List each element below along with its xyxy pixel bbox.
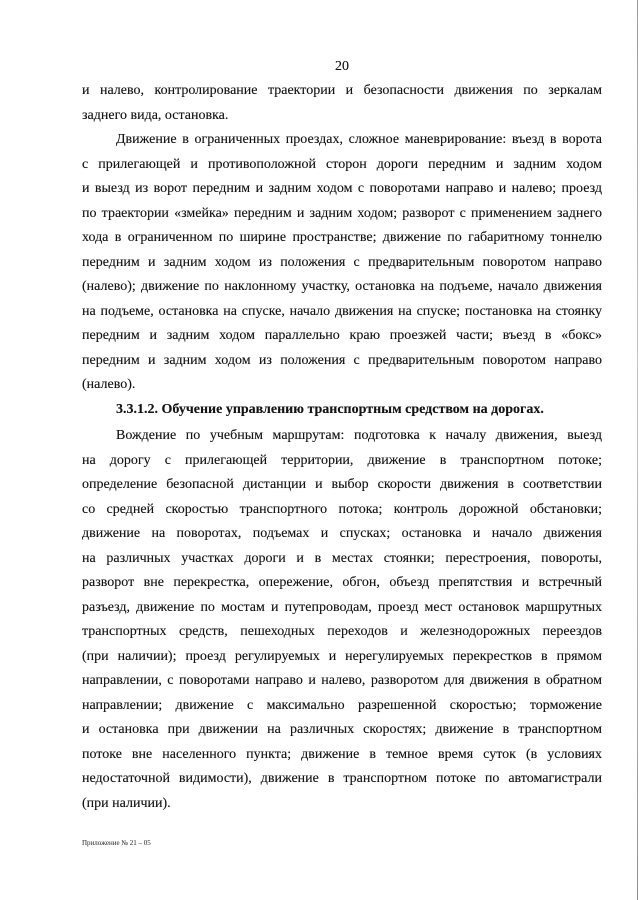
text-line: передним и задним ходом из положения с предварительным поворотом направо [82,352,602,368]
paragraph-restricted-maneuvering [82,128,602,398]
text-line: заднего вида, остановка. [82,107,229,123]
text-line: на дорогу с прилегающей территории, движение в транспортном потоке; [82,452,602,468]
text-line: (налево). [82,377,136,392]
text-line: Движение в ограниченных проездах, сложное маневрирование: въезд в ворота [116,132,602,147]
text-line: и выезд из ворот передним и задним ходом с поворотами направо и налево; проезд [82,181,602,196]
text-line: транспортных средств, пешеходных переходов и железнодорожных переездов [82,624,602,639]
text-line: разворот вне перекрестка, опережение, обгон, объезд препятствия и встречный [82,575,602,590]
text-line: со средней скоростью транспортного потока; контроль дорожной обстановки; [82,501,602,517]
text-line: на различных участках дороги и в местах стоянки; перестроения, повороты, [82,550,602,566]
text-line: по траектории «змейка» передним и задним ходом; разворот с применением заднего [82,205,602,221]
text-line: (при наличии); проезд регулируемых и нерегулируемых перекрестков в прямом [82,648,602,664]
text-line: (при наличии). [82,795,171,811]
text-line: и остановка при движении на различных скоростях; движение в транспортном [82,722,602,737]
text-line: движение на поворотах, подъемах и спусках; остановка и начало движения [82,526,602,541]
text-line: разъезд, движение по мостам и путепроводам, проезд мест остановок маршрутных [82,599,602,615]
text-line: недостаточной видимости), движение в транспортном потоке по автомагистрали [82,771,602,786]
text-line: на подъеме, остановка на спуске, начало движения на спуске; постановка на стоянку [82,303,602,319]
text-line: хода в ограниченном по ширине пространстве; движение по габаритному тоннелю [82,230,602,245]
text-line: (налево); движение по наклонному участку, остановка на подъеме, начало движения [82,279,602,294]
page-number: 20 [335,59,349,74]
section-heading: 3.3.1.2. Обучение управлению транспортным средством на дорогах. [116,401,544,417]
text-line: с прилегающей и противоположной сторон дороги передним и задним ходом [82,156,602,172]
text-line: и налево, контролирование траектории и безопасности движения по зеркалам [82,83,602,98]
text-line: определение безопасной дистанции и выбор скорости движения в соответствии [82,477,602,492]
text-line: направлении, с поворотами направо и налево, разворотом для движения в обратном [82,673,602,688]
scan-edge [637,0,638,900]
text-line: передним и задним ходом из положения с предварительным поворотом направо [82,254,602,270]
text-line: передним и задним ходом параллельно краю проезжей части; въезд в «бокс» [82,328,602,343]
paragraph-continuation [82,79,602,128]
text-line: направлении; движение с максимально разрешенной скоростью; торможение [82,697,602,713]
text-line: Вождение по учебным маршрутам: подготовка к началу движения, выезд [116,428,602,443]
paragraph-road-driving [82,424,602,816]
page-footer: Приложение № 21 – 05 [82,839,151,847]
text-line: потоке вне населенного пункта; движение в темное время суток (в условиях [82,746,602,762]
text-body [82,79,602,816]
